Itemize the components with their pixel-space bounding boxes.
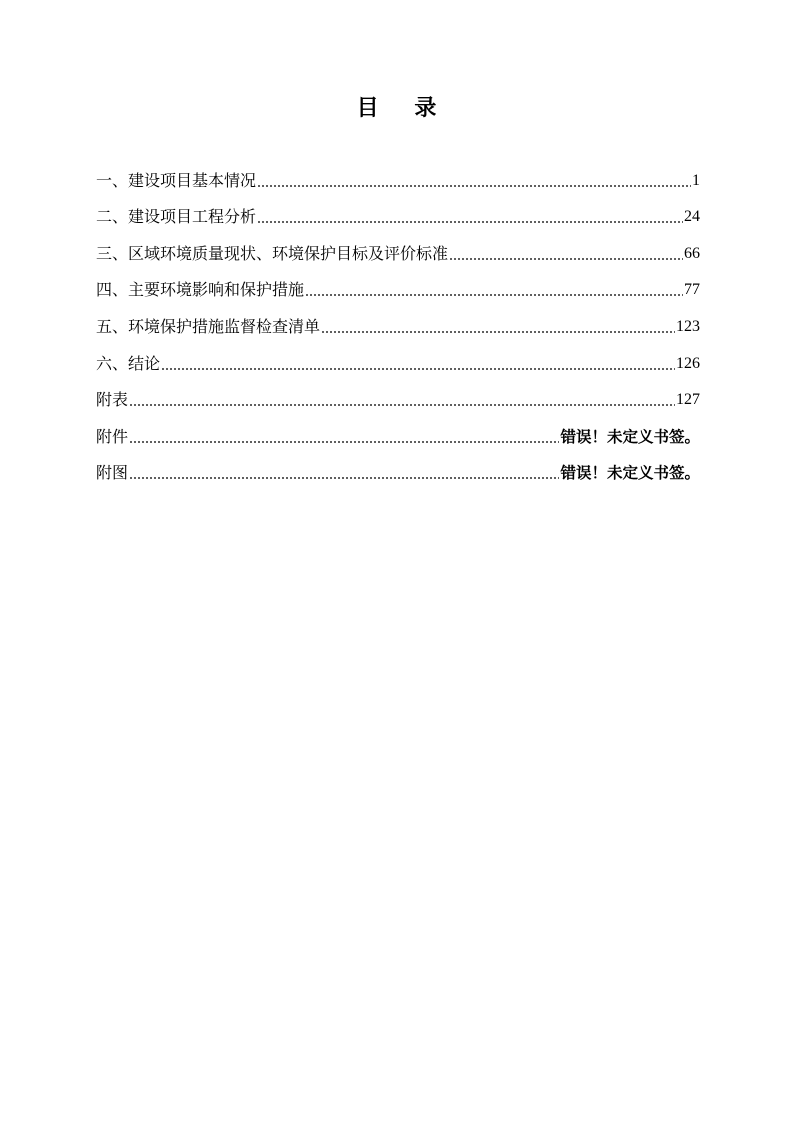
toc-dot-leader [257, 220, 683, 224]
toc-entry-label: 四、主要环境影响和保护措施 [96, 280, 305, 300]
toc-dot-leader [161, 367, 675, 371]
toc-dot-leader [129, 476, 559, 480]
toc-entry-page: 66 [684, 244, 700, 262]
toc-entry[interactable] [96, 267, 700, 304]
toc-dot-leader [305, 293, 683, 297]
toc-entry-page: 127 [676, 391, 700, 409]
toc-entry-page: 77 [684, 281, 700, 299]
toc-entry[interactable] [96, 157, 700, 194]
toc-entry-label: 三、区域环境质量现状、环境保护目标及评价标准 [96, 243, 449, 263]
toc-entry-page: 1 [692, 171, 700, 189]
toc-title: 目 录 [356, 96, 451, 121]
toc-entry-page-error: 错误！未定义书签。 [560, 427, 700, 446]
toc-list [96, 157, 700, 486]
toc-dot-leader [129, 403, 675, 407]
toc-entry-page-error: 错误！未定义书签。 [560, 464, 700, 483]
toc-entry-label: 附件 [96, 426, 129, 446]
toc-entry-page: 123 [676, 317, 700, 335]
toc-entry-label: 六、结论 [96, 353, 161, 373]
toc-dot-leader [321, 330, 675, 334]
toc-entry[interactable] [96, 450, 700, 487]
toc-entry-label: 附图 [96, 463, 129, 483]
toc-entry[interactable] [96, 194, 700, 231]
toc-entry[interactable] [96, 413, 700, 450]
toc-entry[interactable] [96, 340, 700, 377]
toc-entry-page: 126 [676, 354, 700, 372]
toc-entry-page: 24 [684, 208, 700, 226]
toc-dot-leader [129, 440, 559, 444]
toc-entry[interactable] [96, 230, 700, 267]
toc-entry-label: 附表 [96, 390, 129, 410]
toc-dot-leader [257, 184, 691, 188]
toc-entry-label: 二、建设项目工程分析 [96, 207, 257, 227]
toc-entry-label: 五、环境保护措施监督检查清单 [96, 316, 321, 336]
toc-entry-label: 一、建设项目基本情况 [96, 170, 257, 190]
toc-entry[interactable] [96, 377, 700, 414]
toc-entry[interactable] [96, 303, 700, 340]
toc-dot-leader [449, 257, 683, 261]
